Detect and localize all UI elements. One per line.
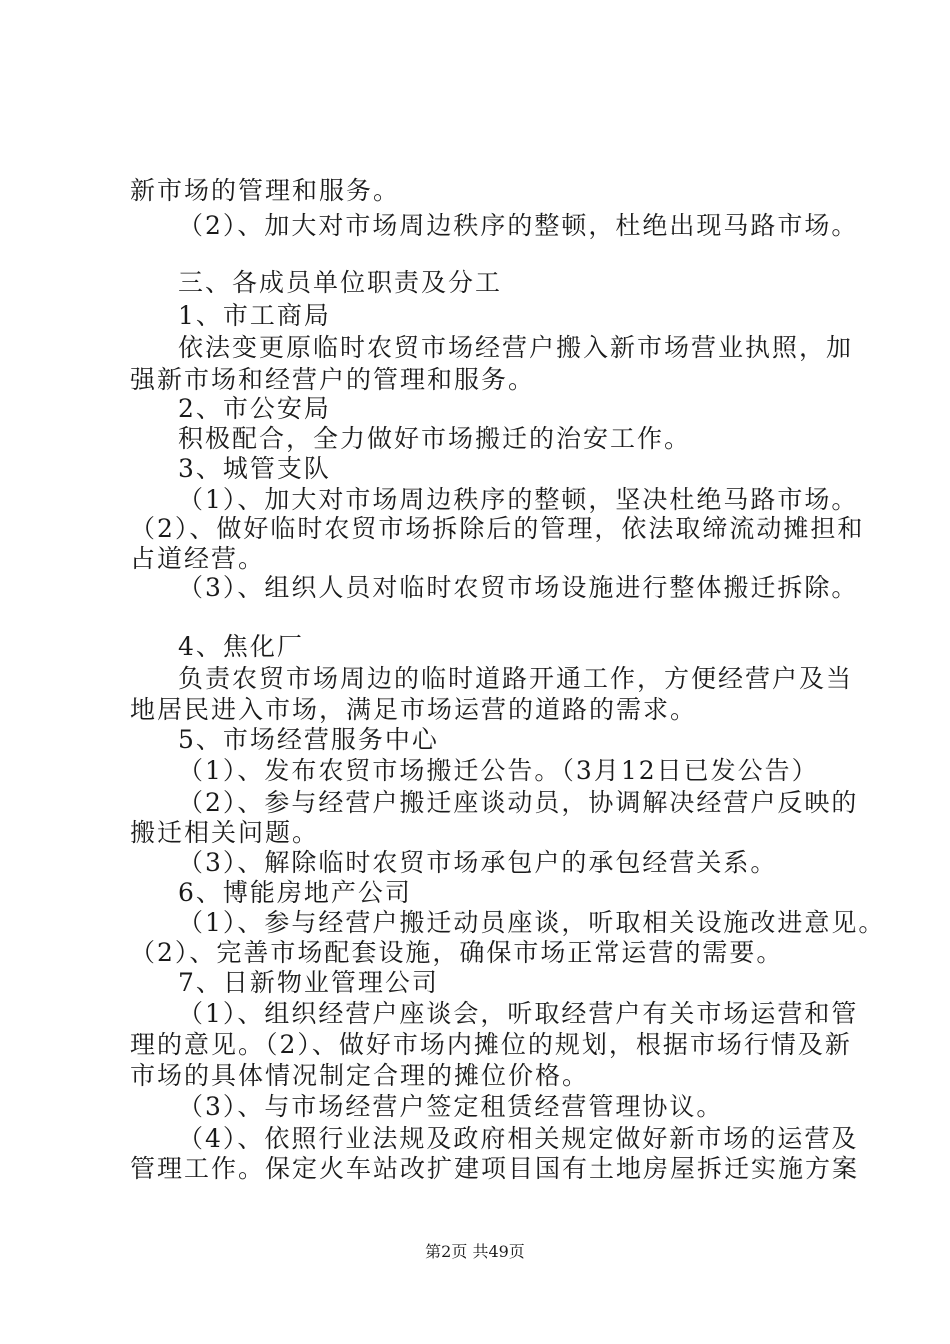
subsection-heading: 3、城管支队 — [178, 454, 331, 483]
page-number-footer: 第2页 共49页 — [425, 1242, 525, 1261]
text-line: （2）、参与经营户搬迁座谈动员，协调解决经营户反映的 — [178, 788, 859, 817]
text-line: （3）、解除临时农贸市场承包户的承包经营关系。 — [178, 848, 778, 877]
text-line: （2）、加大对市场周边秩序的整顿，杜绝出现马路市场。 — [178, 211, 859, 240]
text-line: 理的意见。（2）、做好市场内摊位的规划，根据市场行情及新 — [130, 1030, 852, 1059]
text-line: （3）、组织人员对临时农贸市场设施进行整体搬迁拆除。 — [178, 573, 859, 602]
text-line: 地居民进入市场，满足市场运营的道路的需求。 — [130, 695, 698, 724]
text-line: （1）、发布农贸市场搬迁公告。（3月12日已发公告） — [178, 756, 819, 785]
text-line: 管理工作。保定火车站改扩建项目国有土地房屋拆迁实施方案 — [130, 1154, 860, 1183]
text-line: 搬迁相关问题。 — [130, 818, 320, 847]
text-line: 积极配合，全力做好市场搬迁的治安工作。 — [178, 424, 692, 453]
subsection-heading: 7、日新物业管理公司 — [178, 968, 439, 997]
subsection-heading: 4、焦化厂 — [178, 632, 304, 661]
text-line: 占道经营。 — [130, 544, 266, 573]
text-line: （3）、与市场经营户签定租赁经营管理协议。 — [178, 1092, 724, 1121]
text-line: 强新市场和经营户的管理和服务。 — [130, 365, 536, 394]
text-line: （1）、参与经营户搬迁动员座谈，听取相关设施改进意见。 — [178, 908, 886, 937]
subsection-heading: 6、博能房地产公司 — [178, 878, 412, 907]
text-line: （1）、组织经营户座谈会，听取经营户有关市场运营和管 — [178, 999, 859, 1028]
text-line: 依法变更原临时农贸市场经营户搬入新市场营业执照，加 — [178, 333, 854, 362]
text-line: 负责农贸市场周边的临时道路开通工作，方便经营户及当 — [178, 664, 854, 693]
text-line: （4）、依照行业法规及政府相关规定做好新市场的运营及 — [178, 1124, 859, 1153]
text-line: 新市场的管理和服务。 — [130, 176, 401, 205]
text-line: （2）、完善市场配套设施，确保市场正常运营的需要。 — [130, 938, 784, 967]
subsection-heading: 2、市公安局 — [178, 394, 331, 423]
text-line: 市场的具体情况制定合理的摊位价格。 — [130, 1061, 590, 1090]
section-heading: 三、各成员单位职责及分工 — [178, 268, 503, 297]
subsection-heading: 1、市工商局 — [178, 301, 331, 330]
subsection-heading: 5、市场经营服务中心 — [178, 725, 439, 754]
text-line: （1）、加大对市场周边秩序的整顿，坚决杜绝马路市场。 — [178, 485, 859, 514]
text-line: （2）、做好临时农贸市场拆除后的管理，依法取缔流动摊担和 — [130, 514, 865, 543]
